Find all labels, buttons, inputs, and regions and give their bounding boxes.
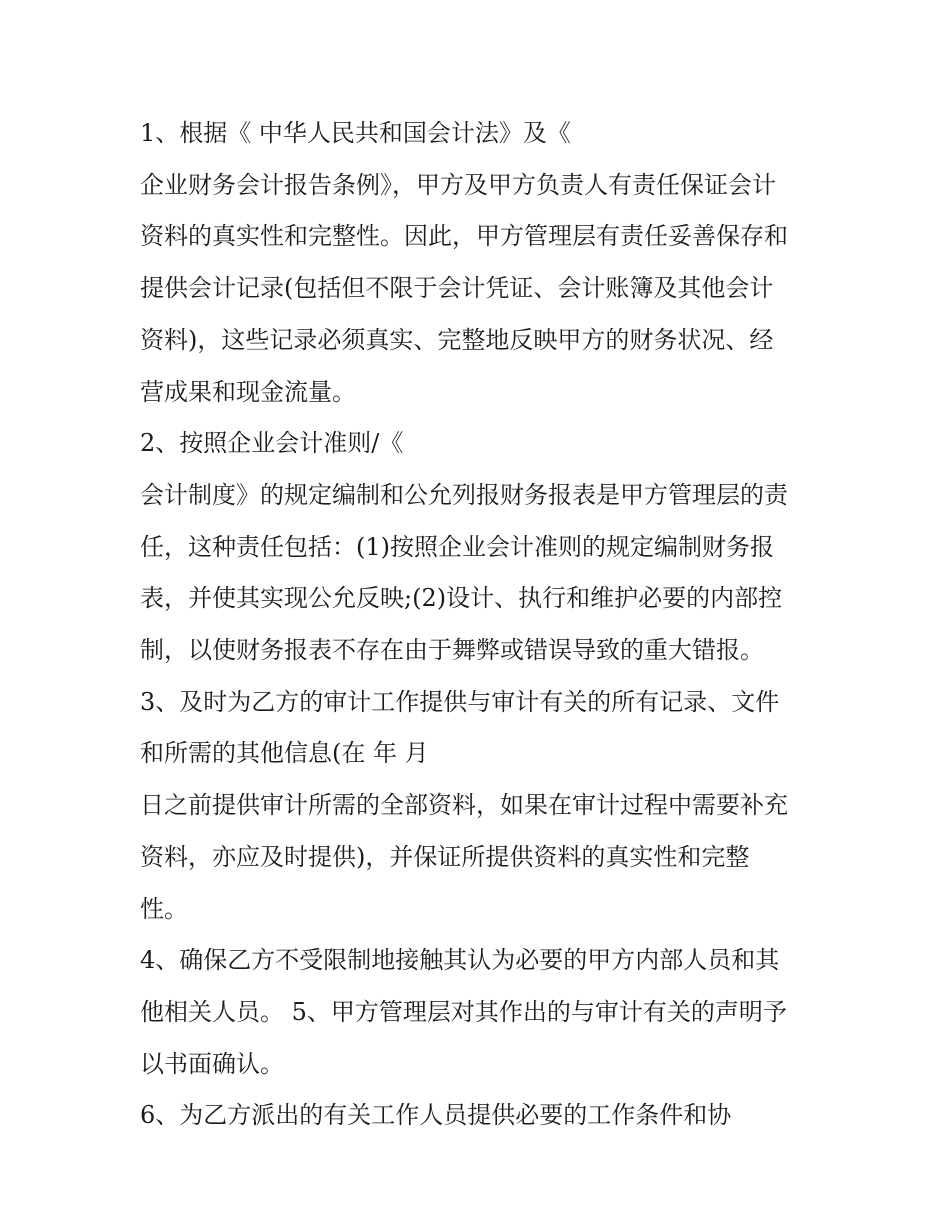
text-line: 他相关人员。 5、甲方管理层对其作出的与审计有关的声明予 — [140, 997, 787, 1026]
text-line: 和所需的其他信息(在 年 月 — [140, 739, 429, 768]
text-line: 4、确保乙方不受限制地接触其认为必要的甲方内部人员和其 — [140, 946, 780, 975]
text-line: 表，并使其实现公允反映;(2)设计、执行和维护必要的内部控 — [140, 584, 783, 613]
text-line: 6、为乙方派出的有关工作人员提供必要的工作条件和协 — [140, 1101, 732, 1130]
text-line: 资料的真实性和完整性。因此，甲方管理层有责任妥善保存和 — [140, 222, 788, 251]
text-line: 以书面确认。 — [140, 1049, 284, 1078]
text-line: 营成果和现金流量。 — [140, 377, 356, 406]
text-line: 日之前提供审计所需的全部资料，如果在审计过程中需要补充 — [140, 791, 788, 820]
text-line: 企业财务会计报告条例》，甲方及甲方负责人有责任保证会计 — [140, 170, 776, 199]
text-line: 资料)，这些记录必须真实、完整地反映甲方的财务状况、经 — [140, 325, 774, 354]
document-body — [140, 108, 830, 1142]
text-line: 提供会计记录(包括但不限于会计凭证、会计账簿及其他会计 — [140, 274, 774, 303]
text-line: 1、根据《 中华人民共和国会计法》及《 — [140, 119, 571, 147]
text-line: 任，这种责任包括：(1)按照企业会计准则的规定编制财务报 — [140, 532, 774, 561]
text-line: 性。 — [140, 894, 188, 923]
text-line: 3、及时为乙方的审计工作提供与审计有关的所有记录、文件 — [140, 687, 780, 716]
text-line: 资料，亦应及时提供)，并保证所提供资料的真实性和完整 — [140, 842, 750, 871]
text-line: 制，以使财务报表不存在由于舞弊或错误导致的重大错报。 — [140, 636, 764, 665]
text-line: 2、按照企业会计准则/《 — [140, 429, 404, 458]
text-line: 会计制度》的规定编制和公允列报财务报表是甲方管理层的责 — [140, 480, 788, 509]
